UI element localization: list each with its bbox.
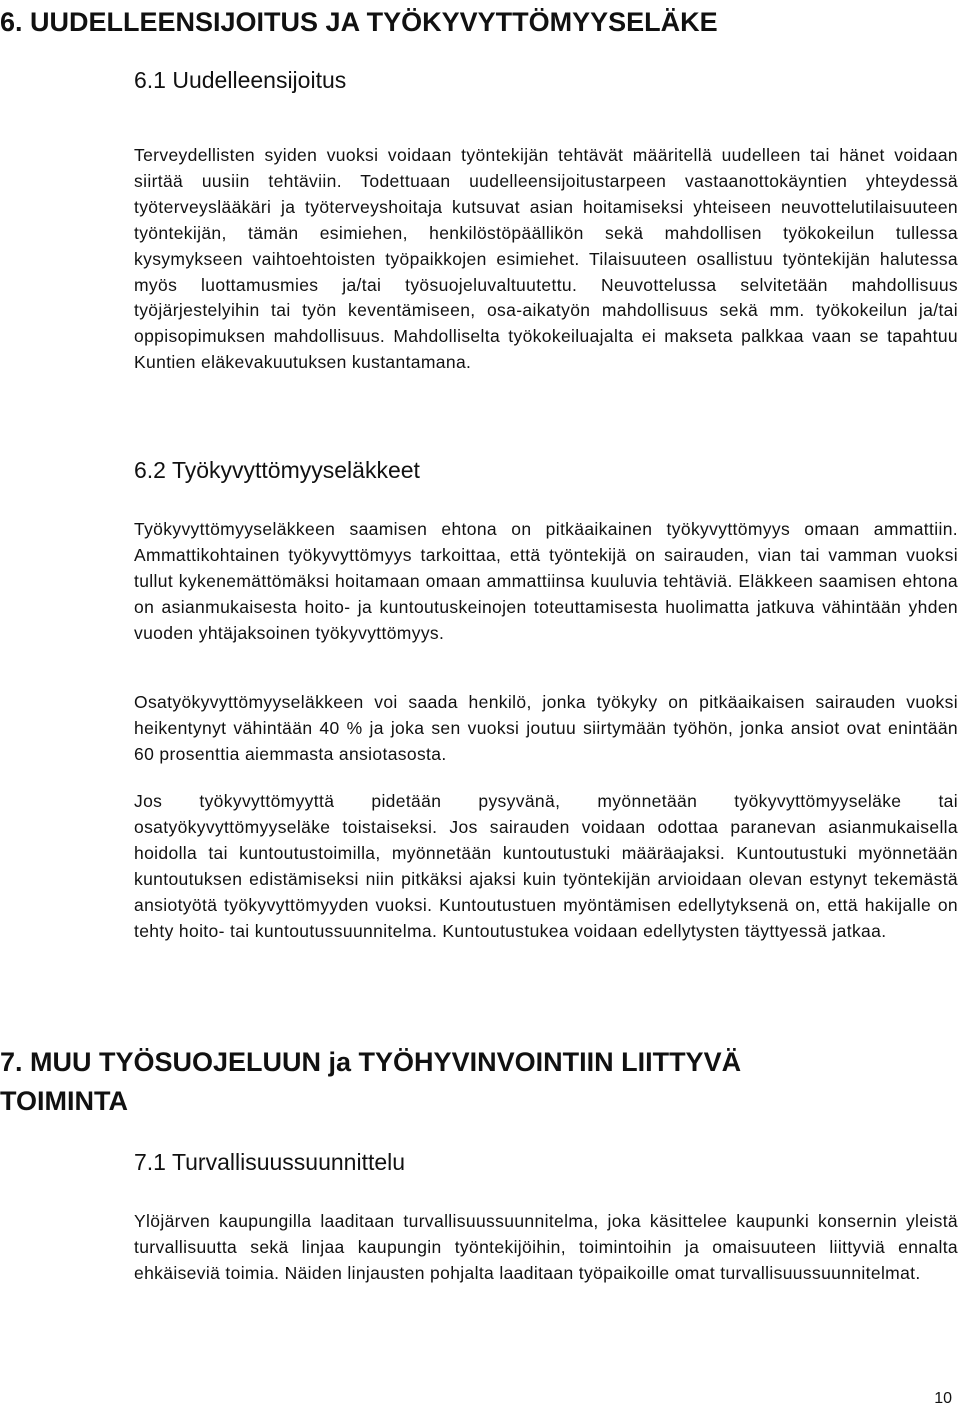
- section-7-heading-line-2: TOIMINTA: [0, 1086, 128, 1116]
- section-6-2-paragraph-2: Osatyökyvyttömyyseläkkeen voi saada henkilö, jonka työkyky on pitkäaikaisen sairauden vuoksi heikentynyt vähintään 40 % ja joka sen vuoksi joutuu siirtymään työhön, jonka ansiot ovat enintään 60 prosenttia aiemmasta ansiotasosta.: [134, 692, 958, 764]
- section-6-1-paragraph: Terveydellisten syiden vuoksi voidaan työntekijän tehtävät määritellä uudelleen tai hänet voidaan siirtää uusiin tehtäviin. Todettuaan uudelleensijoitustarpeen vastaanottokäyntien yhteydessä työterveyslääkäri ja työterveyshoitaja kutsuvat asian hoitamiseksi yhteiseen neuvottelutilaisuuteen työntekijän, tämän esimiehen, henkilöstöpäällikön sekä mahdollisen työkokeilun tullessa kysymykseen vaihtoehtoisten työpaikkojen esimiehet. Tilaisuuteen osallistuu työntekijän halutessa myös luottamusmies ja/tai työsuojeluvaltuutettu. Neuvottelussa selvitetään mahdollisuus työjärjestelyihin tai työn keventämiseen, osa-aikatyön mahdollisuus sekä mm. työkokeilun ja/tai oppisopimuksen mahdollisuus. Mahdolliselta työkokeiluajalta ei makseta palkkaa vaan se tapahtuu Kuntien eläkevakuutuksen kustantamana.: [134, 145, 958, 373]
- section-6-heading: 6. UUDELLEENSIJOITUS JA TYÖKYVYTTÖMYYSELÄKE: [0, 7, 718, 37]
- section-6-2-paragraph-1: Työkyvyttömyyseläkkeen saamisen ehtona on pitkäaikainen työkyvyttömyys omaan ammattiin. Ammattikohtainen työkyvyttömyys tarkoittaa, että työntekijä on sairauden, vian tai vamman vuoksi tullut kykenemättömäksi hoitamaan omaan ammattiinsa kuuluvia tehtäviä. Eläkkeen saamisen ehtona on asianmukaisesta hoito- ja kuntoutuskeinojen toteuttamisesta huolimatta jatkuva vähintään yhden vuoden yhtäjaksoinen työkyvyttömyys.: [134, 519, 958, 643]
- section-6-2-paragraph-3: Jos työkyvyttömyyttä pidetään pysyvänä, myönnetään työkyvyttömyyseläke tai osatyökyvyttömyyseläke toistaiseksi. Jos sairauden voidaan odottaa paranevan asianmukaisella hoidolla tai kuntoutustoimilla, myönnetään kuntoutustuki määräajaksi. Kuntoutustuki myönnetään kuntoutuksen edistämiseksi niin pitkäksi ajaksi kuin työntekijän arvioidaan olevan estynyt tekemästä ansiotyötä työkyvyttömyyden vuoksi. Kuntoutustuen myöntämisen edellytyksenä on, että hakijalle on tehty hoito- tai kuntoutussuunnitelma. Kuntoutustukea voidaan edellytysten täyttyessä jatkaa.: [134, 791, 958, 941]
- page-number: 10: [934, 1390, 952, 1407]
- section-7-heading-line-1: 7. MUU TYÖSUOJELUUN ja TYÖHYVINVOINTIIN LIITTYVÄ: [0, 1047, 742, 1077]
- section-7-1-paragraph: Ylöjärven kaupungilla laaditaan turvallisuussuunnitelma, joka käsittelee kaupunki konsernin yleistä turvallisuutta sekä linjaa kaupungin työntekijöihin, toimintoihin ja omaisuuteen liittyviä ennalta ehkäiseviä toimia. Näiden linjausten pohjalta laaditaan työpaikoille omat turvallisuussuunnitelmat.: [134, 1211, 958, 1283]
- section-6-1-heading: 6.1 Uudelleensijoitus: [134, 67, 347, 93]
- section-6-2-heading: 6.2 Työkyvyttömyyseläkkeet: [134, 457, 420, 483]
- section-7-1-heading: 7.1 Turvallisuussuunnittelu: [134, 1149, 406, 1175]
